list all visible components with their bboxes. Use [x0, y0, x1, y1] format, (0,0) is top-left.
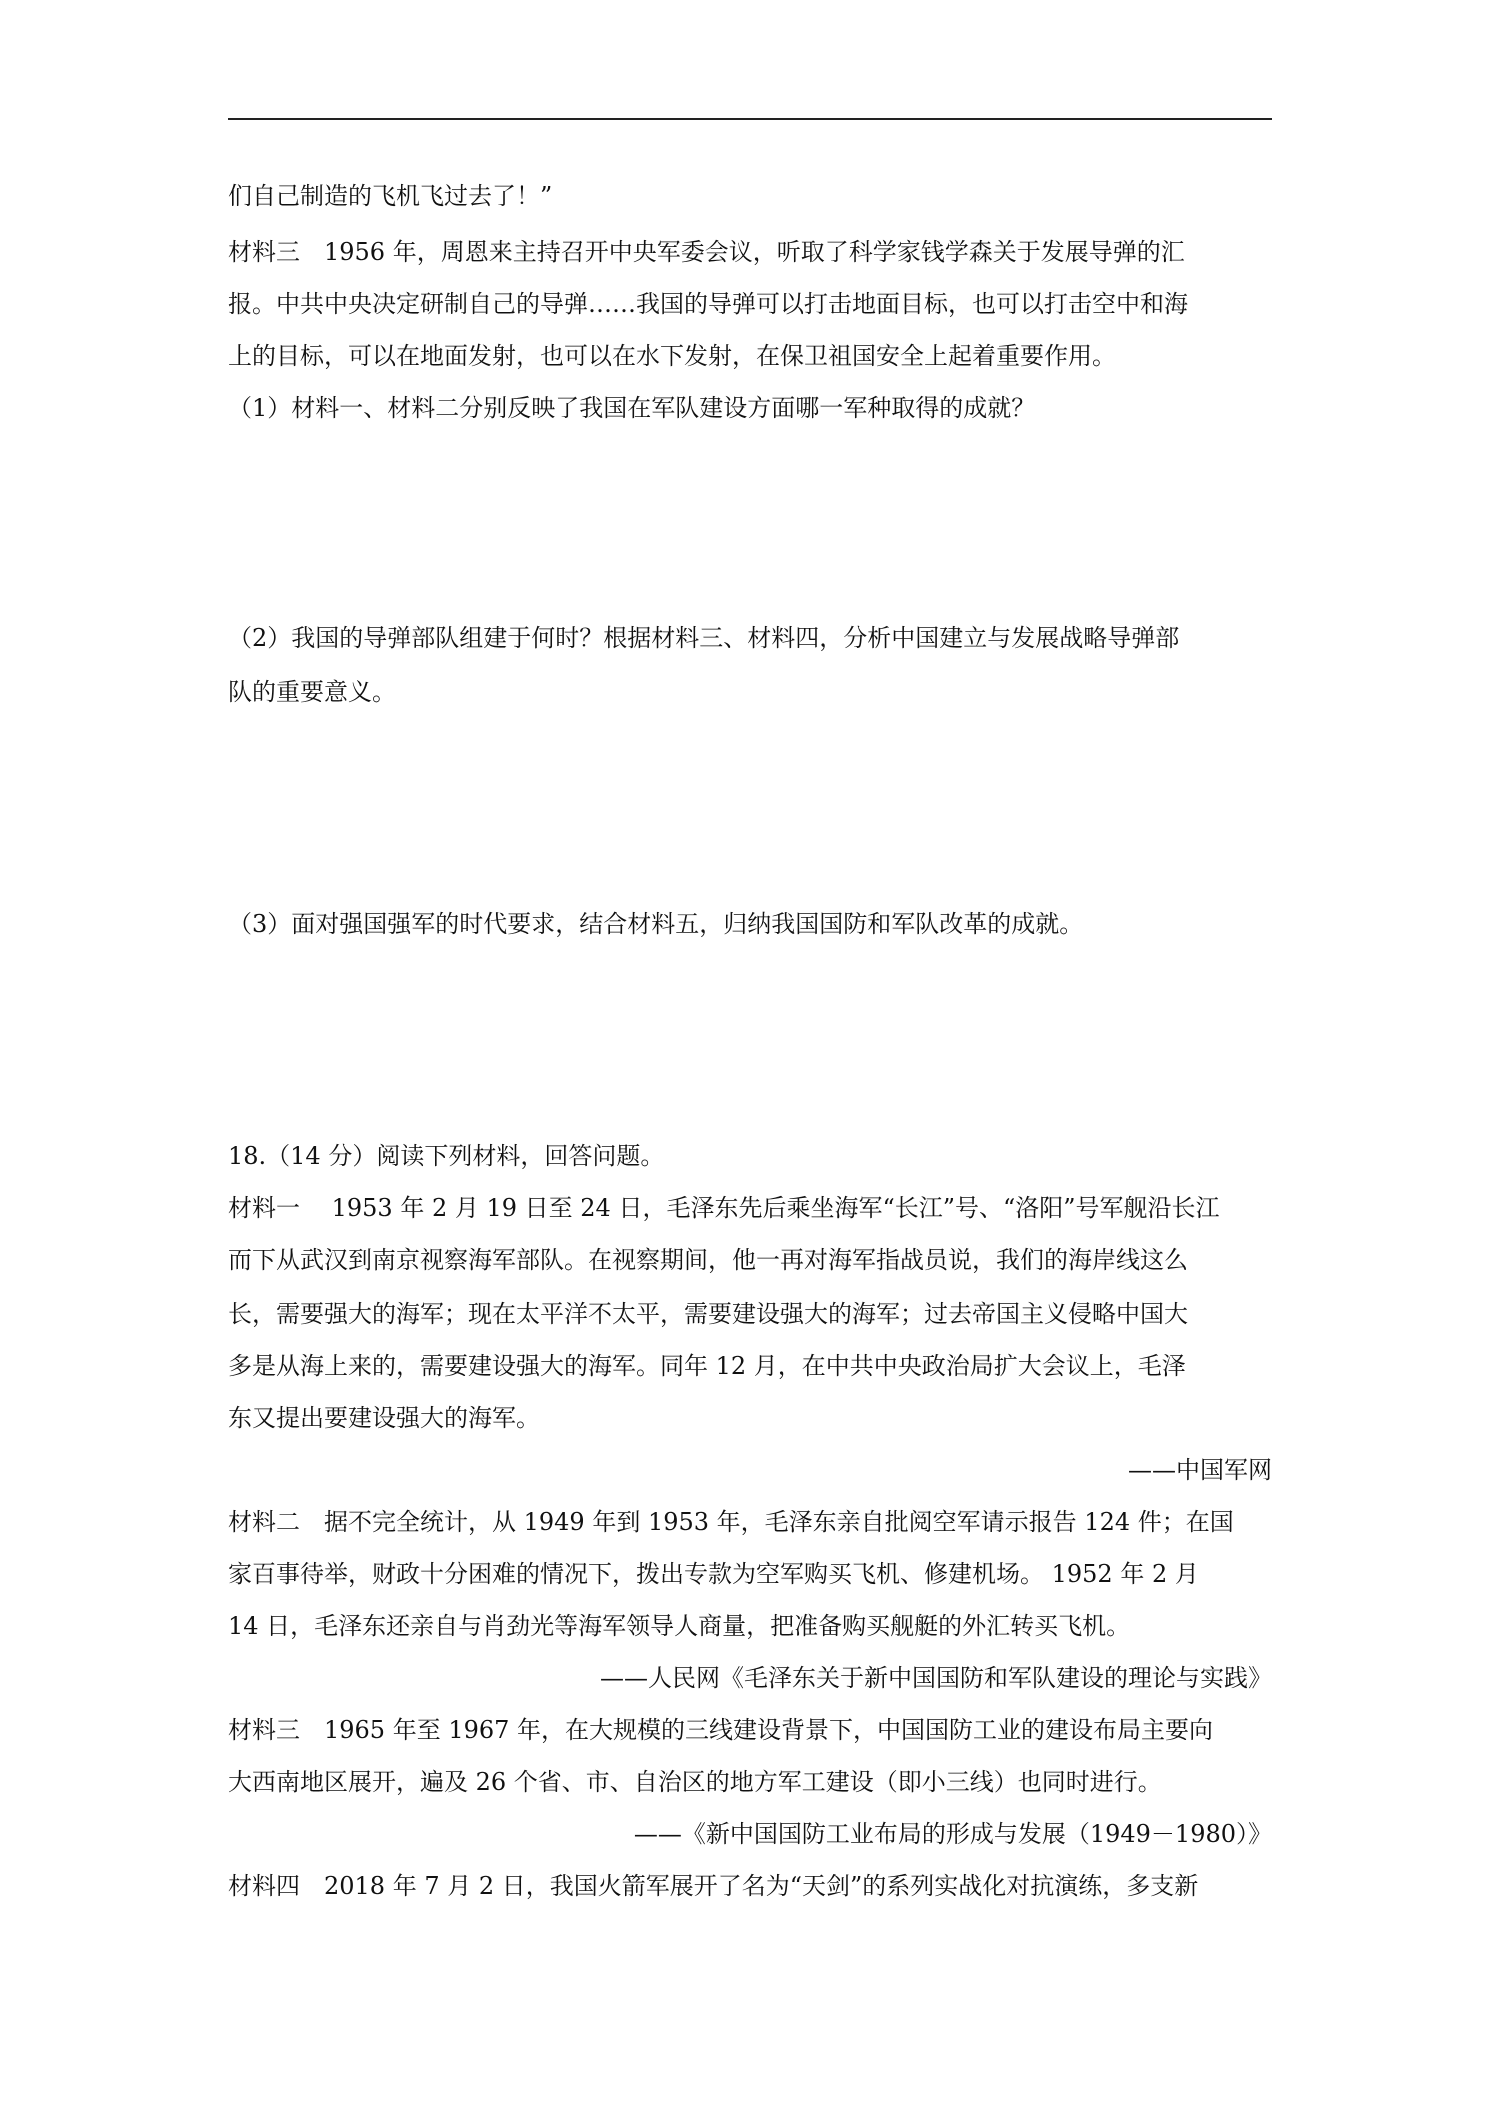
source-line: ——《新中国国防工业布局的形成与发展（1949－1980）》 — [633, 1820, 1272, 1848]
text-line: 而下从武汉到南京视察海军部队。在视察期间，他一再对海军指战员说，我们的海岸线这么 — [228, 1246, 1188, 1274]
text-line: 多是从海上来的，需要建设强大的海军。同年 12 月，在中共中央政治局扩大会议上，毛泽 — [228, 1352, 1186, 1380]
text-line: 14 日，毛泽东还亲自与肖劲光等海军领导人商量，把准备购买舰艇的外汇转买飞机。 — [228, 1612, 1131, 1640]
text-line: 材料三 1965 年至 1967 年，在大规模的三线建设背景下，中国国防工业的建设布局主要向 — [228, 1716, 1214, 1744]
text-line: 队的重要意义。 — [228, 678, 396, 706]
question-2: （2）我国的导弹部队组建于何时？根据材料三、材料四，分析中国建立与发展战略导弹部 — [228, 624, 1180, 652]
text-line: 材料一 1953 年 2 月 19 日至 24 日，毛泽东先后乘坐海军“长江”号、“洛阳”号军舰沿长江 — [228, 1194, 1220, 1222]
text-line: 报。中共中央决定研制自己的导弹……我国的导弹可以打击地面目标，也可以打击空中和海 — [228, 290, 1188, 318]
text-line: 长，需要强大的海军；现在太平洋不太平，需要建设强大的海军；过去帝国主义侵略中国大 — [228, 1300, 1188, 1328]
text-line: 大西南地区展开，遍及 26 个省、市、自治区的地方军工建设（即小三线）也同时进行。 — [228, 1768, 1162, 1796]
text-line: 材料三 1956 年，周恩来主持召开中央军委会议，听取了科学家钱学森关于发展导弹的汇 — [228, 238, 1185, 266]
text-line: 上的目标，可以在地面发射，也可以在水下发射，在保卫祖国安全上起着重要作用。 — [228, 342, 1116, 370]
question-3: （3）面对强国强军的时代要求，结合材料五，归纳我国国防和军队改革的成就。 — [228, 910, 1084, 938]
header-rule — [228, 118, 1272, 120]
text-line: 们自己制造的飞机飞过去了！” — [228, 182, 553, 210]
text-line: 家百事待举，财政十分困难的情况下，拨出专款为空军购买飞机、修建机场。 1952 年 2 月 — [228, 1560, 1199, 1588]
text-line: 东又提出要建设强大的海军。 — [228, 1404, 540, 1432]
question-1: （1）材料一、材料二分别反映了我国在军队建设方面哪一军种取得的成就？ — [228, 394, 1036, 422]
question-18-heading: 18.（14 分）阅读下列材料，回答问题。 — [228, 1142, 665, 1170]
text-line: 材料二 据不完全统计，从 1949 年到 1953 年，毛泽东亲自批阅空军请示报告 124 件；在国 — [228, 1508, 1234, 1536]
source-line: ——中国军网 — [1128, 1456, 1272, 1484]
text-line: 材料四 2018 年 7 月 2 日，我国火箭军展开了名为“天剑”的系列实战化对抗演练，多支新 — [228, 1872, 1199, 1900]
source-line: ——人民网《毛泽东关于新中国国防和军队建设的理论与实践》 — [600, 1664, 1272, 1692]
